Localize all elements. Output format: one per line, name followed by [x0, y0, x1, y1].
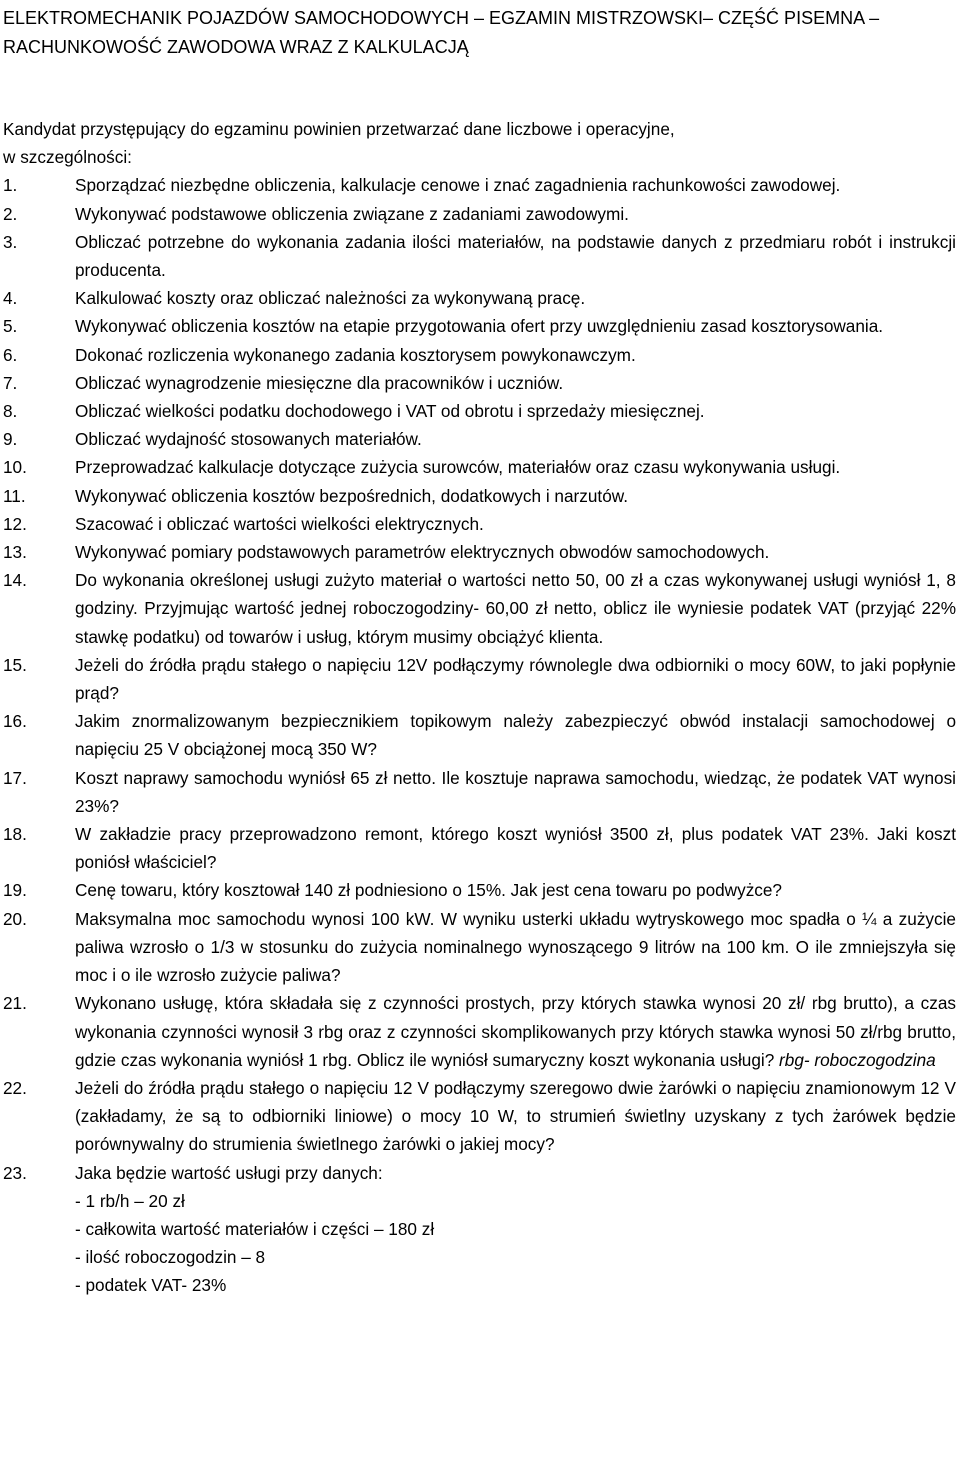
- item-italic-note: rbg- roboczogodzina: [779, 1049, 936, 1070]
- item-number: 7.: [3, 372, 18, 393]
- item-text: W zakładzie pracy przeprowadzono remont, którego koszt wyniósł 3500 zł, plus podatek VAT 23%. Jaki koszt poniósł właściciel?: [75, 824, 956, 873]
- item-text: Obliczać wydajność stosowanych materiałów.: [75, 429, 422, 450]
- list-item: [3, 538, 956, 566]
- list-item: [3, 171, 956, 199]
- item-text: Koszt naprawy samochodu wyniósł 65 zł netto. Ile kosztuje naprawa samochodu, wiedząc, że podatek VAT wynosi 23%?: [75, 767, 956, 816]
- list-item: [3, 228, 956, 284]
- list-item: [3, 764, 956, 820]
- title-line-2: RACHUNKOWOŚĆ ZAWODOWA WRAZ Z KALKULACJĄ: [3, 37, 469, 57]
- item-number: 11.: [3, 485, 26, 506]
- item-text: Przeprowadzać kalkulacje dotyczące zużycia surowców, materiałów oraz czasu wykonywania usługi.: [75, 457, 841, 478]
- list-item: [3, 1074, 956, 1159]
- requirements-list: [3, 171, 956, 1299]
- item-text: Obliczać wynagrodzenie miesięczne dla pracowników i uczniów.: [75, 372, 564, 393]
- list-item: [3, 453, 956, 481]
- item-number: 6.: [3, 344, 18, 365]
- list-item: [3, 820, 956, 876]
- item-number: 13.: [3, 542, 27, 563]
- item-number: 18.: [3, 824, 27, 845]
- list-item: [3, 905, 956, 990]
- item-text: Do wykonania określonej usługi zużyto materiał o wartości netto 50, 00 zł a czas wykonywanej usługi wyniósł 1, 8 godziny. Przyjmując wartość jednej roboczogodziny- 60,00 zł netto, oblicz ile wyniesie podatek VAT (przyjąć 22% stawkę podatku) od towarów i usług, którym musimy obciążyć klienta.: [75, 570, 956, 647]
- list-item: [3, 369, 956, 397]
- sub-item: - podatek VAT- 23%: [75, 1275, 227, 1296]
- list-item: [3, 651, 956, 707]
- intro-line-1: Kandydat przystępujący do egzaminu powinien przetwarzać dane liczbowe i operacyjne,: [3, 119, 675, 139]
- item-number: 5.: [3, 316, 18, 337]
- item-number: 14.: [3, 570, 27, 591]
- intro-paragraph: [3, 115, 956, 171]
- item-text: Cenę towaru, który kosztował 140 zł podniesiono o 15%. Jak jest cena towaru po podwyżce?: [75, 880, 782, 901]
- item-number: 4.: [3, 288, 18, 309]
- item-text: Wykonywać podstawowe obliczenia związane z zadaniami zawodowymi.: [75, 203, 629, 224]
- list-item: [3, 1159, 956, 1300]
- item-number: 15.: [3, 654, 27, 675]
- item-text: Jeżeli do źródła prądu stałego o napięciu 12V podłączymy równolegle dwa odbiorniki o mocy 60W, to jaki popłynie prąd?: [75, 654, 956, 704]
- item-text: Wykonano usługę, która składała się z czynności prostych, przy których stawka wynosi 20 zł/ rbg brutto), a czas wykonania czynności wynosił 3 rbg oraz z czynności skomplikowanych przy których stawka wynosi 50 zł/rbg brutto, gdzie czas wykonania wyniósł 1 rbg. Oblicz ile wyniósł sumaryczny koszt wykonania usługi?: [75, 993, 956, 1070]
- list-item: [3, 707, 956, 763]
- list-item: [3, 200, 956, 228]
- item-text: Szacować i obliczać wartości wielkości elektrycznych.: [75, 513, 484, 534]
- list-item: [3, 284, 956, 312]
- sub-item: - 1 rb/h – 20 zł: [75, 1190, 185, 1211]
- item-number: 8.: [3, 401, 18, 422]
- item-text: Wykonywać obliczenia kosztów na etapie przygotowania ofert przy uwzględnieniu zasad kosztorysowania.: [75, 316, 884, 337]
- item-text: Kalkulować koszty oraz obliczać należności za wykonywaną pracę.: [75, 288, 586, 309]
- list-item: [3, 876, 956, 904]
- item-number: 12.: [3, 513, 27, 534]
- item-number: 17.: [3, 767, 27, 788]
- item-number: 22.: [3, 1077, 27, 1098]
- item-number: 20.: [3, 908, 27, 929]
- list-item: [3, 312, 956, 340]
- item-number: 16.: [3, 711, 27, 732]
- item-text: Jaka będzie wartość usługi przy danych:: [75, 1162, 383, 1183]
- list-item: [3, 566, 956, 651]
- list-item: [3, 397, 956, 425]
- list-item: [3, 425, 956, 453]
- item-text: Dokonać rozliczenia wykonanego zadania kosztorysem powykonawczym.: [75, 344, 636, 365]
- title-line-1: ELEKTROMECHANIK POJAZDÓW SAMOCHODOWYCH – EGZAMIN MISTRZOWSKI– CZĘŚĆ PISEMNA –: [3, 8, 880, 28]
- item-text: Maksymalna moc samochodu wynosi 100 kW. W wyniku usterki układu wytryskowego moc spadła o ¼ a zużycie paliwa wzrosło o 1/3 w stosunku do zużycia nominalnego wynoszącego 9 litrów na 100 km. O ile zmniejszyła się moc i o ile wzrosło zużycie paliwa?: [75, 908, 956, 986]
- item-text: Jakim znormalizowanym bezpiecznikiem topikowym należy zabezpieczyć obwód instalacji samochodowej o napięciu 25 V obciążonej mocą 350 W?: [75, 711, 956, 760]
- item-text: Wykonywać obliczenia kosztów bezpośrednich, dodatkowych i narzutów.: [75, 485, 628, 506]
- item-number: 10.: [3, 457, 27, 478]
- item-number: 3.: [3, 231, 18, 252]
- item-text: Sporządzać niezbędne obliczenia, kalkulacje cenowe i znać zagadnienia rachunkowości zawodowej.: [75, 175, 841, 196]
- list-item: [3, 989, 956, 1074]
- sub-item: - ilość roboczogodzin – 8: [75, 1247, 266, 1268]
- list-item: [3, 341, 956, 369]
- intro-line-2: w szczególności:: [3, 147, 132, 168]
- sub-item: - całkowita wartość materiałów i części – 180 zł: [75, 1218, 435, 1239]
- item-number: 1.: [3, 175, 18, 196]
- list-item: [3, 482, 956, 510]
- item-number: 23.: [3, 1162, 27, 1183]
- document-title: [3, 4, 956, 62]
- item-number: 2.: [3, 203, 18, 224]
- item-text: Jeżeli do źródła prądu stałego o napięciu 12 V podłączymy szeregowo dwie żarówki o napięciu znamionowym 12 V (zakładamy, że są to odbiorniki liniowe) o mocy 10 W, to strumień świetlny uzyskany z tych żarówek będzie porównywalny do strumienia świetlnego żarówki o jakiej mocy?: [75, 1077, 956, 1155]
- item-text: Obliczać potrzebne do wykonania zadania ilości materiałów, na podstawie danych z przedmiaru robót i instrukcji producenta.: [75, 231, 956, 281]
- item-text: Wykonywać pomiary podstawowych parametrów elektrycznych obwodów samochodowych.: [75, 542, 770, 563]
- item-number: 9.: [3, 429, 18, 450]
- list-item: [3, 510, 956, 538]
- item-number: 19.: [3, 880, 27, 901]
- item-number: 21.: [3, 993, 27, 1014]
- item-text: Obliczać wielkości podatku dochodowego i VAT od obrotu i sprzedaży miesięcznej.: [75, 401, 705, 422]
